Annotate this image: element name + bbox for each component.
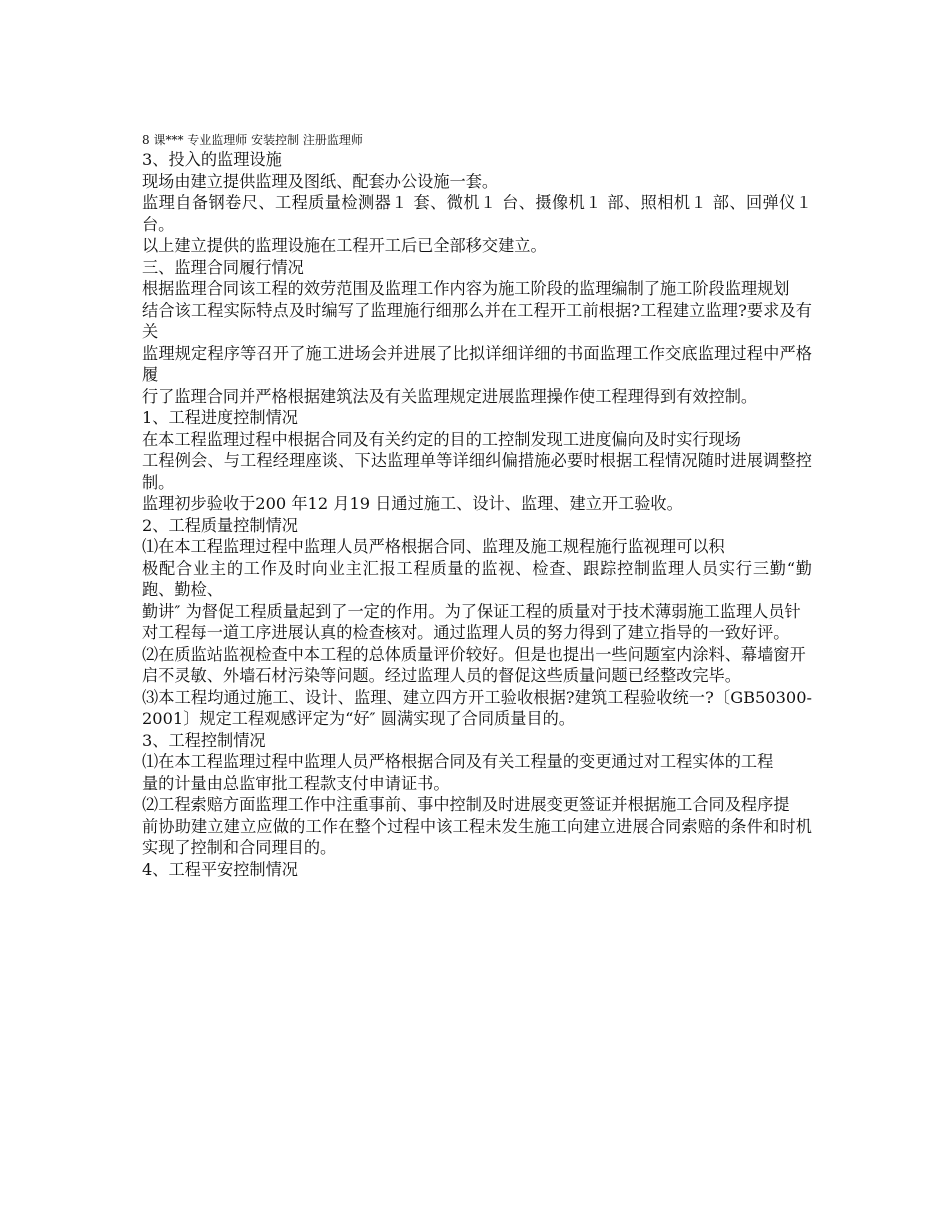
document-page bbox=[142, 131, 812, 880]
body-text bbox=[142, 149, 812, 880]
paragraph: 对工程每一道工序进展认真的检查核对。通过监理人员的努力得到了建立指导的一致好评。 bbox=[142, 623, 790, 642]
paragraph: 监理规定程序等召开了施工进场会并进展了比拟详细详细的书面监理工作交底监理过程中严格履 bbox=[142, 343, 812, 384]
paragraph: 以上建立提供的监理设施在工程开工后已全部移交建立。 bbox=[142, 236, 547, 255]
paragraph: 根据监理合同该工程的效劳范围及监理工作内容为施工阶段的监理编制了施工阶段监理规划 bbox=[142, 279, 790, 298]
paragraph: 量的计量由总监审批工程款支付申请证书。 bbox=[142, 773, 450, 793]
paragraph: ⑵工程索赔方面监理工作中注重事前、事中控制及时进展变更签证并根据施工合同及程序提 bbox=[142, 795, 790, 814]
paragraph: ⑴在本工程监理过程中监理人员严格根据合同、监理及施工规程施行监视理可以积 bbox=[142, 537, 725, 556]
page-header: 8 课*** 专业监理师 安装控制 注册监理师 bbox=[142, 133, 363, 147]
paragraph: ⑵在质监站监视检查中本工程的总体质量评价较好。但是也提出一些问题室内涂料、幕墙窗开 bbox=[142, 644, 806, 664]
paragraph: 现场由建立提供监理及图纸、配套办公设施一套。 bbox=[142, 171, 499, 191]
paragraph: 工程例会、与工程经理座谈、下达监理单等详细纠偏措施必要时根据工程情况随时进展调整控制。 bbox=[142, 451, 812, 492]
paragraph: 行了监理合同并严格根据建筑法及有关监理规定进展监理操作使工程理得到有效控制。 bbox=[142, 386, 758, 406]
paragraph: 在本工程监理过程中根据合同及有关约定的目的工控制发现工进度偏向及时实行现场 bbox=[142, 429, 741, 449]
section-heading-facilities: 3、投入的监理设施 bbox=[142, 150, 282, 169]
paragraph: 极配合业主的工作及时向业主汇报工程质量的监视、检查、跟踪控制监理人员实行三勤“勤跑、勤检、 bbox=[142, 558, 812, 599]
section-heading-contract: 三、监理合同履行情况 bbox=[142, 257, 304, 277]
paragraph: 勤讲″ 为督促工程质量起到了一定的作用。为了保证工程的质量对于技术薄弱施工监理人员针 bbox=[142, 601, 801, 621]
section-heading-control: 3、工程控制情况 bbox=[142, 730, 266, 750]
paragraph: 监理初步验收于200 年12 月19 日通过施工、设计、监理、建立开工验收。 bbox=[142, 494, 683, 513]
section-heading-safety: 4、工程平安控制情况 bbox=[142, 859, 298, 879]
paragraph: 启不灵敏、外墙石材污染等问题。经过监理人员的督促这些质量问题已经整改完毕。 bbox=[142, 666, 741, 685]
paragraph: 结合该工程实际特点及时编写了监理施行细那么并在工程开工前根据?工程建立监理?要求及有关 bbox=[142, 300, 812, 341]
section-heading-quality: 2、工程质量控制情况 bbox=[142, 515, 298, 535]
paragraph: ⑶本工程均通过施工、设计、监理、建立四方开工验收根据?建筑工程验收统一?〔GB50300-2001〕规定工程观感评定为“好″ 圆满实现了合同质量目的。 bbox=[142, 687, 812, 728]
section-heading-progress: 1、工程进度控制情况 bbox=[142, 408, 298, 427]
paragraph: ⑴在本工程监理过程中监理人员严格根据合同及有关工程量的变更通过对工程实体的工程 bbox=[142, 752, 774, 771]
paragraph: 前协助建立建立应做的工作在整个过程中该工程未发生施工向建立进展合同索赔的条件和时机实现了控制和合同理目的。 bbox=[142, 816, 812, 857]
paragraph: 监理自备钢卷尺、工程质量检测器１ 套、微机１ 台、摄像机１ 部、照相机１ 部、回弹仪１ 台。 bbox=[142, 193, 812, 234]
